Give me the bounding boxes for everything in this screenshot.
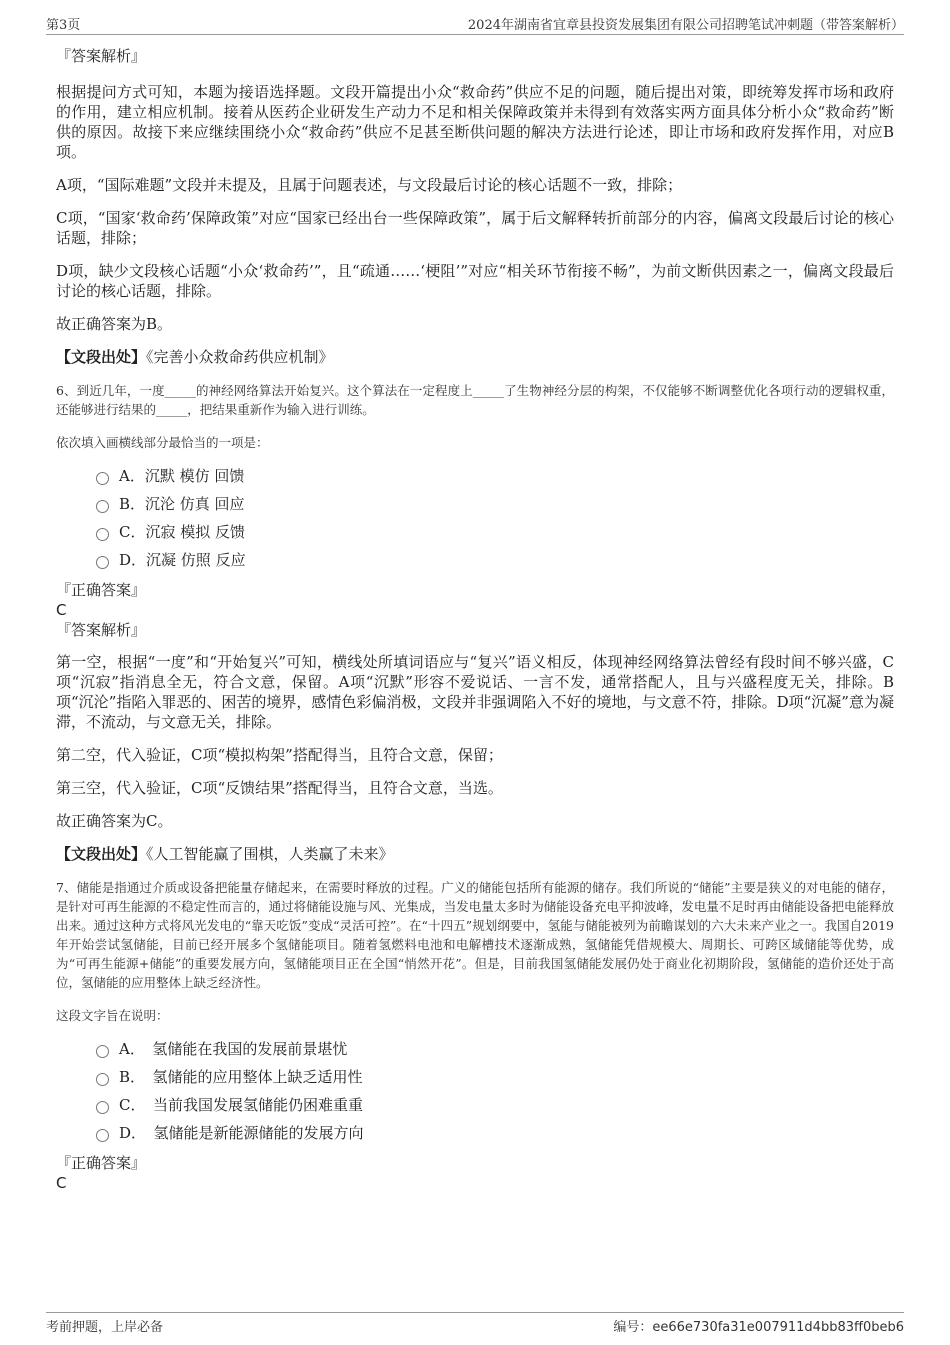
q7-option-a[interactable] xyxy=(96,1035,894,1063)
q5-analysis-p2: A项，“国际难题”文段并未提及，且属于问题表述，与文段最后讨论的核心话题不一致，排除； xyxy=(56,176,683,194)
q6-answer-label: 『正确答案』 xyxy=(56,581,147,599)
radio-icon[interactable] xyxy=(96,1129,109,1142)
q5-analysis-label: 『答案解析』 xyxy=(56,47,147,65)
radio-icon[interactable] xyxy=(96,472,109,485)
q7-answer: C xyxy=(56,1174,67,1192)
q6-source-label: 【文段出处】 xyxy=(56,845,147,863)
q7-option-c-label: C． 当前我国发展氢储能仍困难重重 xyxy=(119,1096,363,1114)
radio-icon[interactable] xyxy=(96,500,109,513)
q6-option-b-label: B．沉沦 仿真 回应 xyxy=(119,495,245,513)
q6-conclusion: 故正确答案为C。 xyxy=(56,812,173,830)
q6-analysis-p3: 第三空，代入验证，C项“反馈结果”搭配得当，且符合文意，当选。 xyxy=(56,779,503,797)
q6-option-d-label: D．沉凝 仿照 反应 xyxy=(119,551,246,569)
radio-icon[interactable] xyxy=(96,1101,109,1114)
q7-option-d-label: D． 氢储能是新能源储能的发展方向 xyxy=(119,1124,364,1142)
q7-answer-label: 『正确答案』 xyxy=(56,1154,147,1172)
q5-conclusion: 故正确答案为B。 xyxy=(56,315,173,333)
q6-prompt: 依次填入画横线部分最恰当的一项是： xyxy=(56,435,269,450)
page-footer xyxy=(46,1312,904,1337)
q5-analysis-p3: C项，“国家‘救命药’保障政策”对应“国家已经出台一些保障政策”，属于后文解释转折前部分的内容，偏离文段最后讨论的核心话题，排除； xyxy=(56,209,894,247)
q6-analysis-label: 『答案解析』 xyxy=(56,621,147,639)
radio-icon[interactable] xyxy=(96,1045,109,1058)
q5-source-label: 【文段出处】 xyxy=(56,348,147,366)
q6-answer: C xyxy=(56,601,67,619)
q6-source-title: 《人工智能赢了围棋，人类赢了未来》 xyxy=(146,845,394,863)
q6-option-d[interactable] xyxy=(96,546,894,574)
page-number: 第3页 xyxy=(46,18,81,33)
q6-option-a-label: A．沉默 模仿 回馈 xyxy=(119,467,245,485)
q7-option-c[interactable] xyxy=(96,1091,894,1119)
q6-options xyxy=(56,462,894,574)
footer-slogan: 考前押题，上岸必备 xyxy=(46,1320,164,1335)
q7-prompt: 这段文字旨在说明： xyxy=(56,1008,169,1023)
q7-stem: 7、储能是指通过介质或设备把能量存储起来，在需要时释放的过程。广义的储能包括所有能源的储存。我们所说的“储能”主要是狭义的对电能的储存，是针对可再生能源的不稳定性而言的，通过将储能设施与风、光集成，当发电量太多时为储能设备充电平抑波峰，发电量不足时再由储能设备把电能释放出来。通过这种方式将风光发电的“靠天吃饭”变成“灵活可控”。在“十四五”规划纲要中，氢能与储能被列为前瞻谋划的六大未来产业之一。我国自2019年开始尝试氢储能，目前已经开展多个氢储能项目。随着氢燃料电池和电解槽技术逐渐成熟，氢储能凭借规模大、周期长、可跨区域储能等优势，成为“可再生能源+储能”的重要发展方向，氢储能项目正在全国“悄然开花”。但是，目前我国氢储能发展仍处于商业化初期阶段，氢储能的造价还处于高位，氢储能的应用整体上缺乏经济性。 xyxy=(56,880,894,990)
q7-option-a-label: A． 氢储能在我国的发展前景堪忧 xyxy=(119,1040,348,1058)
q5-analysis-p4: D项，缺少文段核心话题“小众‘救命药’”，且“疏通……‘梗阻’”对应“相关环节衔接不畅”，为前文断供因素之一，偏离文段最后讨论的核心话题，排除。 xyxy=(56,262,894,300)
q6-option-a[interactable] xyxy=(96,462,894,490)
page-content xyxy=(56,46,894,1193)
q6-stem: 6、到近几年，一度_____的神经网络算法开始复兴。这个算法在一定程度上_____了生物神经分层的构架，不仅能够不断调整优化各项行动的逻辑权重，还能够进行结果的_____，把结果重新作为输入进行训练。 xyxy=(56,383,894,417)
radio-icon[interactable] xyxy=(96,1073,109,1086)
q7-option-d[interactable] xyxy=(96,1119,894,1147)
q7-option-b[interactable] xyxy=(96,1063,894,1091)
q7-option-b-label: B． 氢储能的应用整体上缺乏适用性 xyxy=(119,1068,363,1086)
q6-analysis-p1: 第一空，根据“一度”和“开始复兴”可知，横线处所填词语应与“复兴”语义相反，体现神经网络算法曾经有段时间不够兴盛，C项“沉寂”指消息全无，符合文意，保留。A项“沉默”形容不爱说话、一言不发，通常搭配人，且与兴盛程度无关，排除。B项“沉沦”指陷入罪恶的、困苦的境界，感情色彩偏消极，文段并非强调陷入不好的境地，与文意不符，排除。D项“沉凝”意为凝滞，不流动，与文意无关，排除。 xyxy=(56,653,894,731)
q5-source xyxy=(56,347,894,367)
q6-source xyxy=(56,844,894,864)
page-header xyxy=(46,14,904,35)
q7-options xyxy=(56,1035,894,1147)
q6-option-c[interactable] xyxy=(96,518,894,546)
document-code: 编号：ee66e730fa31e007911d4bb83ff0beb6 xyxy=(613,1320,904,1335)
q5-source-title: 《完善小众救命药供应机制》 xyxy=(146,348,334,366)
q6-analysis-p2: 第二空，代入验证，C项“模拟构架”搭配得当，且符合文意，保留； xyxy=(56,746,503,764)
q6-option-c-label: C．沉寂 模拟 反馈 xyxy=(119,523,246,541)
radio-icon[interactable] xyxy=(96,556,109,569)
radio-icon[interactable] xyxy=(96,528,109,541)
document-title: 2024年湖南省宜章县投资发展集团有限公司招聘笔试冲刺题（带答案解析） xyxy=(467,18,904,33)
q6-option-b[interactable] xyxy=(96,490,894,518)
q5-analysis-p1: 根据提问方式可知，本题为接语选择题。文段开篇提出小众“救命药”供应不足的问题，随后提出对策，即统筹发挥市场和政府的作用，建立相应机制。接着从医药企业研发生产动力不足和相关保障政策并未得到有效落实两方面具体分析小众“救命药”断供的原因。故接下来应继续围绕小众“救命药”供应不足甚至断供问题的解决方法进行论述，即让市场和政府发挥作用，对应B项。 xyxy=(56,83,894,161)
